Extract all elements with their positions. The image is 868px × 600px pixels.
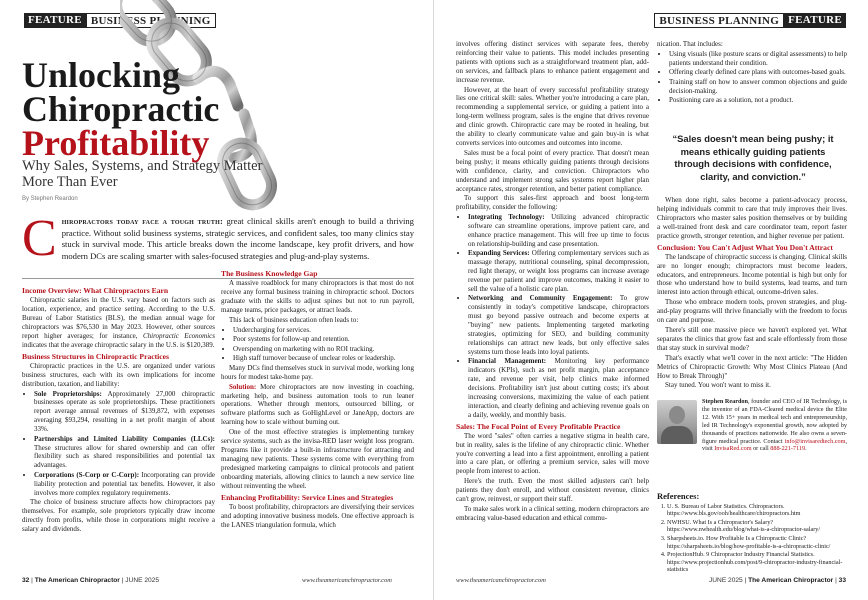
website-link[interactable]: www.theamericanchiropractor.com [302, 577, 392, 584]
paragraph-however: However, at the heart of every successful profitability strategy lies one critical skill: sales. Whether you're introducing a care plan, recommending a supplemental service, or guiding a patient into a long-term wellness program, sales is the engine that drives revenue and clinic growth. Chiropractic care may be rooted in healing, but the ability to clearly communicate value and gain buy-in is what converts services into outcomes and outcomes into income. [456, 85, 649, 147]
website-link[interactable]: www.theamericanchiropractor.com [456, 577, 546, 584]
column-4-top [657, 40, 847, 132]
list-item: • Undercharging for services. [233, 326, 414, 335]
reference-item[interactable]: 3. Sharpsheets.io. How Profitable Is a Chiropractic Clinic? https://sharpsheets.io/blog/how-profitable-is-a-chiropractic-clinic/ [667, 535, 847, 550]
list-item: • Poor systems for follow-up and retention. [233, 335, 414, 344]
magazine-name: The American Chiropractor [34, 577, 120, 584]
drop-cap: C [22, 210, 57, 267]
pull-quote: “Sales doesn't mean being pushy; it means ethically guiding patients through decisions with confidence, clarity, and conviction.” [672, 133, 834, 182]
paragraph-choice: The choice of business structure affects how chiropractors pay themselves. For example, sole proprietors typically draw income directly from profits, while those in corporations might receive a salary and dividends. [22, 498, 215, 534]
page-number: 33 [838, 577, 846, 584]
paragraph-focal: The word "sales" often carries a negative stigma in health care, but in reality, sales is the lifeline of any chiropractic clinic. Whether you're converting a lead into a first appointment, enrolling a patient into a care plan, or offering a premium service, sales will move people from interest to action. [456, 431, 649, 476]
column-3 [456, 40, 649, 565]
list-item: • Sole Proprietorships: Approximately 27,000 chiropractic businesses operate as sole proprietorships. These practitioners report average annual revenues of $139,872, with expenses averaging $93,294, resulting in a net profit margin of about 33%. [34, 390, 215, 435]
list-item: • Corporations (S-Corp or C-Corp): Incorporating can provide liability protection and potential tax benefits. However, it also involves more complex regulatory requirements. [34, 471, 215, 498]
list-item: • Integrating Technology: Utilizing advanced chiropractic software can streamline operations, improve patient care, and enhance practice management. This will free up time to focus on relationship-building and case presentation. [468, 213, 649, 249]
page-number: 32 [22, 577, 30, 584]
footer-left: 32 | The American Chiropractor | JUNE 2025 [22, 577, 159, 584]
heading-income-overview: Income Overview: What Chiropractors Earn [22, 286, 169, 295]
paragraph-landscape: The landscape of chiropractic success is changing. Clinical skills are no longer enough; chiropractors must become leaders, educators, and entrepreneurs. Income potential is high but only for those who understand how to build systems, lead teams, and turn interest into action through ethical, outcome-driven sales. [657, 252, 847, 297]
references [657, 493, 847, 575]
heading-service-lines: Enhancing Profitability: Service Lines and Strategies [221, 492, 394, 502]
reference-item[interactable]: 2. NWHSU. What Is a Chiropractor's Salary? https://www.nwhealth.edu/blog/what-is-a-chiropractor-salary/ [667, 519, 847, 534]
includes-list [669, 50, 847, 105]
author-site-link[interactable]: InvisaRed.com [714, 445, 752, 453]
paragraph-truth: Here's the truth. Even the most skilled adjusters can't help patients they don't enroll, and without consistent revenue, clinics can't grow, reinvest, or support their staff. [456, 477, 649, 504]
paragraph-income: Chiropractic salaries in the U.S. vary based on factors such as location, experience, and practice setting. According to the U.S. Bureau of Labor Statistics (BLS), the median annual wage for chiropractors was $76,530 in May 2023. However, other sources report higher averages; for instance, Chiropractic Economics indicates that the average chiropractic salary in the U.S. is $120,389. [22, 296, 215, 349]
references-list [667, 503, 847, 574]
footer-url [456, 577, 546, 584]
reference-item[interactable]: 1. U. S. Bureau of Labor Statistics. Chiropractors. https://www.bls.gov/ooh/healthcare/chiropractors.htm [667, 503, 847, 518]
paragraph-done: When done right, sales become a patient-advocacy process, helping individuals commit to care that truly improves their lives. Chiropractors who master sales position themselves or by building a well-trained front desk and care coordinator team, report faster practice growth, stronger retention, and higher revenue per patient. [657, 196, 847, 240]
issue-date: JUNE 2025 [125, 577, 159, 584]
strategies-list [468, 213, 649, 419]
issue-date: JUNE 2025 [709, 577, 743, 584]
solution-label: Solution: [229, 382, 257, 391]
intro-lead: hiropractors today face a tough truth: [61, 216, 224, 226]
list-item: • Overspending on marketing with no ROI tracking. [233, 345, 414, 354]
article-title [22, 55, 322, 163]
intro-paragraph [22, 210, 414, 267]
magazine-name: The American Chiropractor [748, 577, 834, 584]
paragraph-effective: One of the most effective strategies is implementing turnkey service systems, such as the invisa-RED laser weight loss program. Programs like it provide a built-in infrastructure for attracting and managing new patients. These systems come with everything from predesigned marketing campaigns to clinical protocols and patient onboarding materials, allowing clinics to launch a new service line without reinventing the wheel. [221, 428, 414, 490]
paragraph-modern: To make sales work in a clinical setting, modern chiropractors are embracing value-based education and ethical commu- [456, 505, 649, 522]
footer-right: JUNE 2025 | The American Chiropractor | 33 [709, 577, 846, 584]
heading-conclusion: Conclusion: You Can't Adjust What You Don't Attract [657, 242, 833, 252]
list-item: • Offering clearly defined care plans with outcomes-based goals. [669, 68, 847, 77]
footer-url [302, 577, 392, 584]
paragraph-lack: This lack of business education often leads to: [229, 315, 359, 324]
section-label: BUSINESS PLANNING [654, 13, 784, 28]
paragraph-includes: nication. That includes: [657, 40, 723, 48]
paragraph-support: To support this sales-first approach and boost long-term profitability, consider the following: [456, 194, 649, 212]
reference-item[interactable]: 4. ProjectionHub. 9 Chiropractor Industry Financial Statistics. https://www.projectionhub.com/post/9-chiropractor-industry-financial-statistics [667, 551, 847, 574]
section-label: BUSINESS PLANNING [86, 13, 216, 28]
list-item: • Positioning care as a solution, not a product. [669, 96, 847, 105]
heading-focal-point: Sales: The Focal Point of Every Profitable Practice [456, 421, 621, 431]
paragraph-solution: Solution: More chiropractors are now investing in coaching, marketing help, and business automation tools to run leaner operations. Whether through mentors, outsourced billing, or software platforms such as GoHighLevel or JaneApp, doctors are learning how to scale without burning out. [221, 382, 414, 427]
paragraph-lines: To boost profitability, chiropractors are diversifying their services and adopting innovative business models. One effective approach is the LANES triangulation formula, which [221, 502, 414, 529]
paragraph-next-article: That's exactly what we'll cover in the next article: "The Hidden Metrics of Chiropractic Growth: Why Most Clinics Plateau (And How to Break Through)" [657, 353, 847, 380]
list-item: • Expanding Services: Offering complementary services such as massage therapy, nutritional counseling, spinal decompression, red light therapy, or weight loss programs can increase average revenue per patient and improve outcomes, making it easier to sell the value of a holistic care plan. [468, 249, 649, 294]
paragraph-lanes: involves offering distinct services with separate fees, thereby reinforcing their value to patients. This model includes presenting patients with options such as a straightforward treatment plan, add-on services, and fallback plans to enhance patient engagement and increase revenue. [456, 40, 649, 84]
author-phone-link[interactable]: 888-221-7119 [770, 445, 806, 453]
author-bio: Stephen Reardon, founder and CEO of IR Technology, is the inventor of an FDA-Cleared medical device the Elite 12. With 15+ years in medical tech and entrepreneurship, led IR Technology's exponential growth, now adopted by thousands of practices nationwide. He also owns a seven-figure medical practice. Contact info@invisaredtech.com, visit InvisaRed.com or call 888-221-7119. [657, 398, 847, 453]
paragraph-missing: There's still one massive piece we haven't explored yet. What separates the clinics that grow fast and scale effortlessly from those that stay stuck in survival mode? [657, 325, 847, 352]
byline: By Stephen Reardon [22, 196, 78, 202]
intro-body: great clinical skills aren't enough to build a thriving practice. Without solid business systems, strategic services, and confident sales, too many clinics stay stuck in survival mode. This article breaks down the income landscape, key profit drivers, and how modern DCs are scaling smarter with sales-focused strategies and plug-and-play systems. [61, 216, 414, 261]
title-line-2: Chiropractic [22, 89, 220, 129]
feature-tag: FEATURE [784, 13, 846, 28]
paragraph-stuck: Many DCs find themselves stuck in survival mode, working long hours for modest take-home pay. [221, 363, 414, 381]
list-item: • High staff turnover because of unclear roles or leadership. [233, 354, 414, 363]
right-page [434, 0, 868, 600]
list-item: • Financial Management: Monitoring key performance indicators (KPIs), such as net profit margin, plan acceptance rate, and revenue per visit, help clinics make informed decisions. Profitability isn't just about cutting costs; it's about increasing conversions, maximizing the value of each patient interaction, and clearly defining and achieving revenue goals on a daily, weekly, and monthly basis. [468, 357, 649, 419]
structures-list [34, 390, 215, 498]
references-heading: References: [657, 491, 700, 501]
lack-list [233, 326, 414, 363]
list-item: • Training staff on how to answer common objections and guide decision-making. [669, 78, 847, 96]
list-item: • Networking and Community Engagement: To grow consistently in today's competitive landscape, chiropractors must go beyond passive outreach and become experts at "buying" new patients. Implementing targeted marketing strategies, optimizing for SEO, and building community relationships can attract new leads, but only effective sales systems turn those leads into loyal patients. [468, 294, 649, 356]
section-header [654, 13, 846, 28]
title-line-3: Profitability [22, 123, 210, 163]
heading-knowledge-gap: The Business Knowledge Gap [221, 269, 318, 278]
author-name: Stephen Reardon [702, 398, 748, 405]
column-1 [22, 284, 215, 564]
paragraph-embrace: Those who embrace modern tools, proven strategies, and plug-and-play programs will thrive financially with the freedom to focus on care and purpose. [657, 298, 847, 325]
paragraph-structures: Chiropractic practices in the U.S. are organized under various business structures, each with its own implications for income distribution, taxation, and liability: [22, 361, 215, 388]
column-4-main [657, 196, 847, 396]
author-photo [657, 400, 697, 444]
paragraph-gap: A massive roadblock for many chiropractors is that most do not receive any formal business training in chiropractic school. Doctors graduate with the skills to adjust spines but not to run payroll, manage teams, price packages, or attract leads. [221, 279, 414, 314]
title-line-1: Unlocking [22, 55, 181, 95]
author-email-link[interactable]: info@invisaredtech.com [784, 437, 846, 445]
paragraph-sales: Sales must be a focal point of every practice. That doesn't mean being pushy; it means ethically guiding patients through decisions with confidence, clarity, and conviction. Chiropractors who understand and implement strong sales systems report higher plan acceptance rates, stronger retention, and better patient compliance. [456, 148, 649, 193]
list-item: • Partnerships and Limited Liability Companies (LLCs): These structures allow for shared ownership and can offer flexibility such as shared responsibilities and potential tax advantages. [34, 435, 215, 471]
article-subtitle: Why Sales, Systems, and Strategy Matter More Than Ever [22, 158, 263, 190]
feature-tag: FEATURE [24, 13, 86, 28]
paragraph-stay-tuned: Stay tuned. You won't want to miss it. [665, 381, 771, 390]
column-2 [221, 267, 414, 564]
list-item: • Using visuals (like posture scans or digital assessments) to help patients understand their condition. [669, 50, 847, 68]
publication-name: Chiropractic Economics [142, 331, 215, 340]
heading-business-structures: Business Structures in Chiropractic Practices [22, 351, 169, 361]
